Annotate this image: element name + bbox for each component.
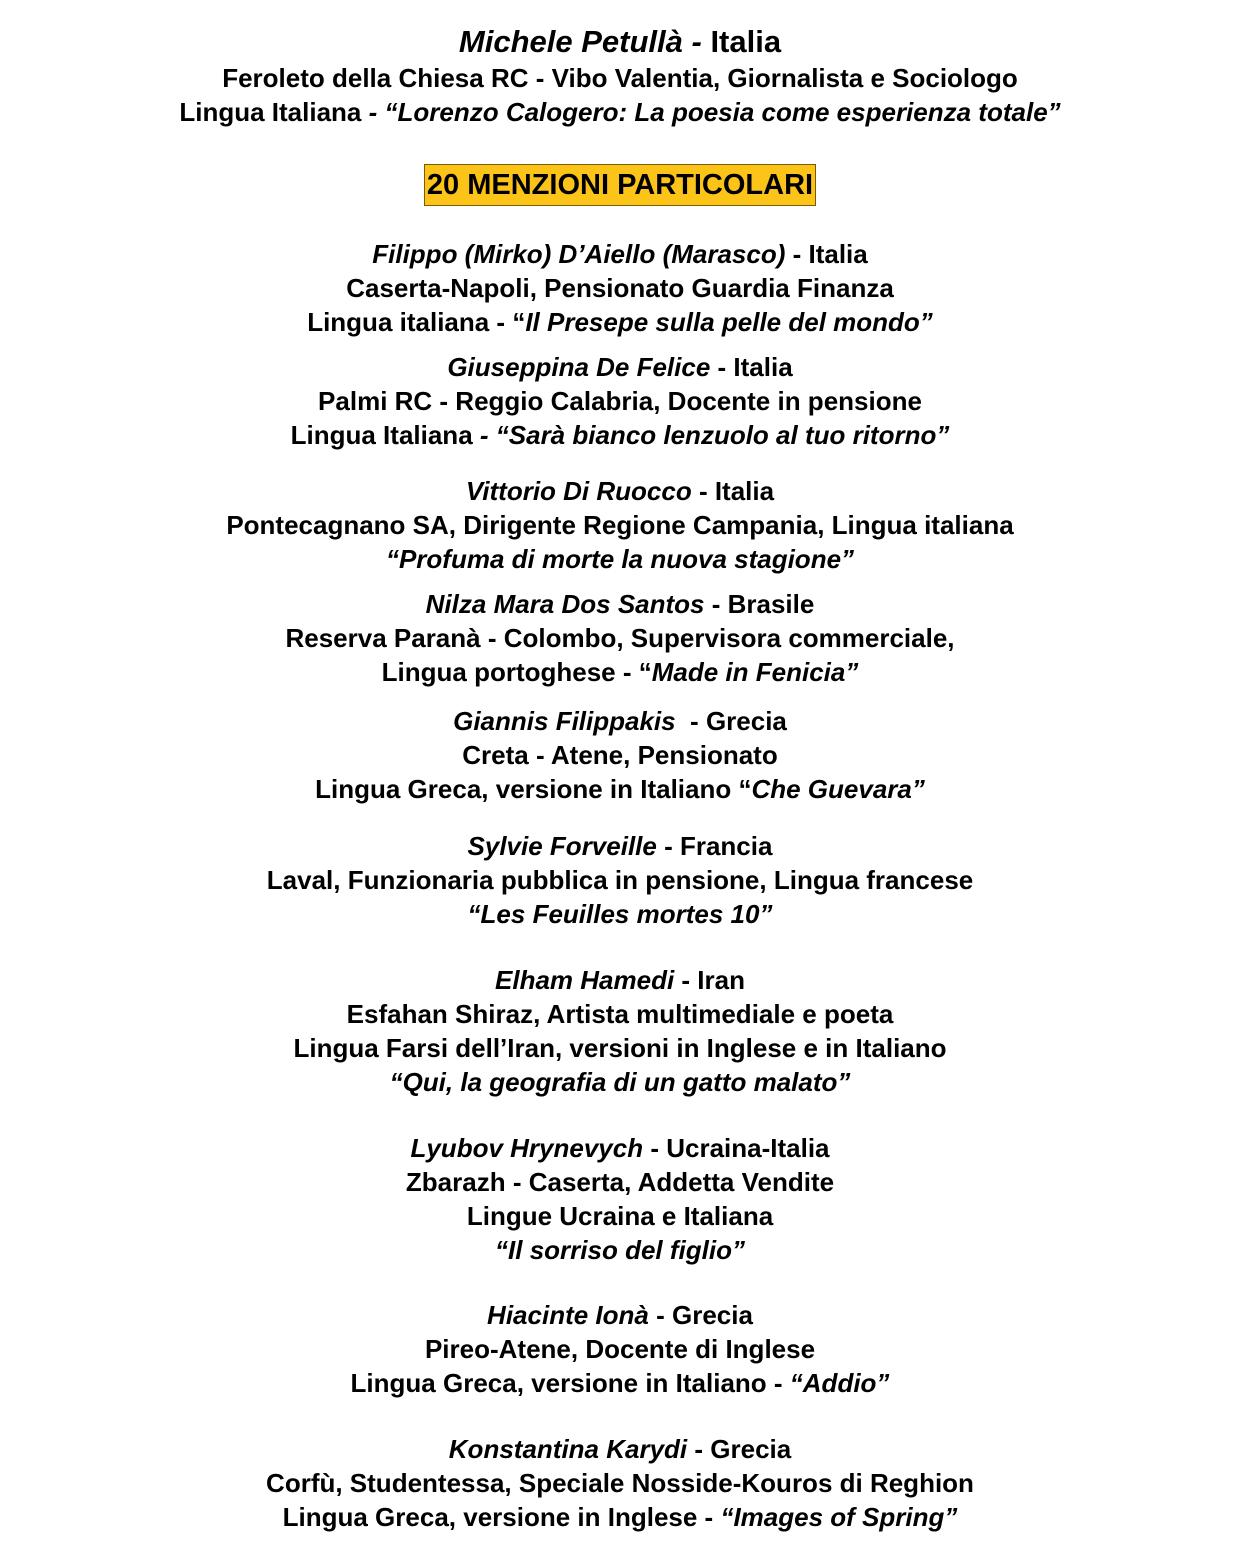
top-entry-details: Feroleto della Chiesa RC - Vibo Valentia, Giornalista e Sociologo	[222, 63, 1018, 93]
entry-language-line	[0, 655, 1240, 689]
work-title: Made in Fenicia”	[651, 657, 859, 687]
entry-language-line	[0, 418, 1240, 452]
entry-name-line	[0, 350, 1240, 384]
entry-language-line	[0, 305, 1240, 339]
entry-details: Palmi RC - Reggio Calabria, Docente in pensione	[318, 386, 922, 416]
entry-language-line	[0, 1500, 1240, 1534]
author-country: - Grecia	[687, 1434, 792, 1464]
entry-name-line	[0, 829, 1240, 863]
author-name: Sylvie Forveille	[467, 831, 657, 861]
language: Lingua portoghese - “	[381, 657, 652, 687]
work-title: “Addio”	[789, 1368, 890, 1398]
entry-language-line	[0, 772, 1240, 806]
section-heading-wrap	[0, 164, 1240, 206]
author-name: Vittorio Di Ruocco	[465, 476, 692, 506]
language: Lingua Greca, versione in Inglese -	[282, 1502, 721, 1532]
author-name: Filippo (Mirko) D’Aiello (Marasco)	[372, 239, 786, 269]
author-country: - Francia	[656, 831, 773, 861]
work-title: Il Presepe sulla pelle del mondo”	[525, 307, 933, 337]
language: Lingua italiana - “	[307, 307, 526, 337]
work-title: “Lorenzo Calogero: La poesia come esperienza totale”	[384, 97, 1061, 127]
author-name: Lyubov Hrynevych	[410, 1133, 644, 1163]
entry-details-2: Lingua Farsi dell’Iran, versioni in Inglese e in Italiano	[293, 1033, 947, 1063]
section-heading: 20 MENZIONI PARTICOLARI	[424, 164, 816, 206]
author-name: Giuseppina De Felice	[447, 352, 711, 382]
language: Lingua Greca, versione in Italiano -	[350, 1368, 790, 1398]
entry-name-line	[0, 237, 1240, 271]
language: Lingua Italiana	[290, 420, 473, 450]
entry-details: Corfù, Studentessa, Speciale Nosside-Kouros di Reghion	[266, 1468, 974, 1498]
work-title: “Les Feuilles mortes 10”	[467, 899, 773, 929]
entry-details: Caserta-Napoli, Pensionato Guardia Finanza	[346, 273, 894, 303]
entry-name-line	[0, 474, 1240, 508]
author-name: Giannis Filippakis	[453, 706, 676, 736]
separator: -	[361, 97, 385, 127]
author-name: Hiacinte Ionà	[487, 1300, 649, 1330]
entry-name-line	[0, 587, 1240, 621]
entry-details-2: Lingue Ucraina e Italiana	[466, 1201, 774, 1231]
entry-details: Laval, Funzionaria pubblica in pensione, Lingua francese	[266, 865, 974, 895]
entry-details: Creta - Atene, Pensionato	[462, 740, 778, 770]
entry-details: Zbarazh - Caserta, Addetta Vendite	[405, 1167, 835, 1197]
entry-details: Esfahan Shiraz, Artista multimediale e poeta	[346, 999, 894, 1029]
author-name: Elham Hamedi	[495, 965, 675, 995]
author-name: Konstantina Karydi	[448, 1434, 688, 1464]
work-title: “Profuma di morte la nuova stagione”	[385, 544, 855, 574]
author-name: Nilza Mara Dos Santos	[425, 589, 705, 619]
author-country: - Brasile	[704, 589, 815, 619]
work-title: - “Sarà bianco lenzuolo al tuo ritorno”	[472, 420, 950, 450]
language: Lingua Italiana	[179, 97, 362, 127]
work-title: “Il sorriso del figlio”	[495, 1235, 745, 1265]
entry-name-line	[0, 963, 1240, 997]
entry-details: Pontecagnano SA, Dirigente Regione Campania, Lingua italiana	[226, 510, 1014, 540]
author-country: - Italia	[785, 239, 868, 269]
entry-name-line	[0, 1131, 1240, 1165]
entry-language-line	[0, 1366, 1240, 1400]
entry-name-line	[0, 704, 1240, 738]
author-country: - Iran	[674, 965, 745, 995]
author-country: - Grecia	[648, 1300, 753, 1330]
work-title: Che Guevara”	[751, 774, 925, 804]
author-country: - Italia	[691, 476, 775, 506]
top-entry-language-line	[0, 95, 1240, 129]
separator: -	[682, 24, 711, 59]
entry-details: Pireo-Atene, Docente di Inglese	[424, 1334, 816, 1364]
author-name: Michele Petullà	[458, 24, 683, 59]
entry-details: Reserva Paranà - Colombo, Supervisora commerciale,	[285, 623, 955, 653]
work-title: “Images of Spring”	[720, 1502, 958, 1532]
author-country: - Grecia	[675, 706, 787, 736]
top-entry-name-line	[0, 23, 1240, 61]
entry-name-line	[0, 1432, 1240, 1466]
entry-name-line	[0, 1298, 1240, 1332]
work-title: “Qui, la geografia di un gatto malato”	[389, 1067, 851, 1097]
author-country: Italia	[710, 24, 782, 59]
author-country: - Ucraina-Italia	[643, 1133, 830, 1163]
author-country: - Italia	[710, 352, 793, 382]
language: Lingua Greca, versione in Italiano “	[315, 774, 752, 804]
